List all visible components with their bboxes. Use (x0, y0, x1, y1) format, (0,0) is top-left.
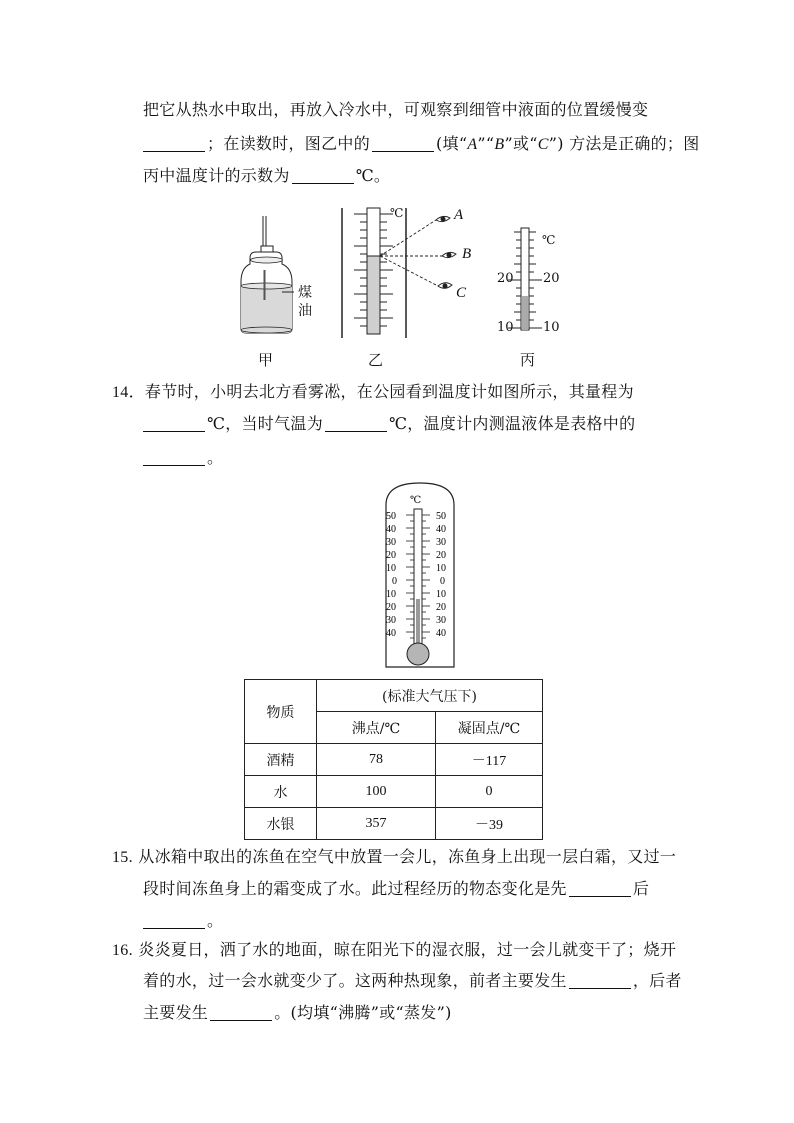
bottle-label: 油 (298, 303, 312, 319)
q15-line1 (112, 846, 676, 869)
q15-text: 段时间冻鱼身上的霜变成了水。此过程经历的物态变化是先 (143, 879, 567, 898)
q14-text: 春节时，小明去北方看雾凇，在公园看到温度计如图所示，其量程为 (144, 382, 634, 401)
eye-label-c: C (456, 285, 467, 301)
svg-text:20: 20 (386, 550, 396, 561)
svg-text:50: 50 (386, 511, 396, 522)
answer-blank[interactable] (143, 912, 205, 929)
q16-text: 着的水，过一会水就变少了。这两种热现象，前者主要发生 (143, 971, 567, 990)
cell-freezing: 0 (436, 776, 543, 808)
svg-text:40: 40 (436, 628, 446, 639)
svg-text:20: 20 (436, 550, 446, 561)
eye-label-b: B (462, 246, 472, 262)
substance-table (244, 679, 543, 840)
bottle-figure (241, 216, 294, 333)
q13-text: 丙中温度计的示数为 (143, 166, 290, 185)
header-substance: 物质 (245, 680, 317, 744)
svg-text:50: 50 (436, 511, 446, 522)
answer-blank[interactable] (292, 167, 354, 184)
svg-text:10: 10 (436, 563, 446, 574)
svg-text:10: 10 (386, 589, 396, 600)
svg-text:20: 20 (436, 602, 446, 613)
answer-blank[interactable] (325, 415, 387, 432)
table-header-row (245, 680, 543, 712)
question-number: 16. (112, 942, 133, 959)
q15-text: 从冰箱中取出的冻鱼在空气中放置一会儿，冻鱼身上出现一层白霜，又过一 (138, 847, 677, 866)
question-number: 15. (112, 849, 133, 866)
answer-blank[interactable] (569, 972, 631, 989)
wall-thermometer (384, 481, 456, 671)
caption-jia: 甲 (258, 351, 274, 369)
q13-text: ；在读数时，图乙中的 (207, 134, 371, 153)
table-row (245, 744, 543, 776)
header-condition: (标准大气压下) (317, 680, 543, 712)
header-boiling: 沸点/℃ (317, 712, 436, 744)
svg-text:10: 10 (436, 589, 446, 600)
q13-line3 (143, 165, 390, 187)
scale-label: 10 (543, 320, 560, 335)
table-row (245, 776, 543, 808)
caption-yi: 乙 (368, 351, 384, 369)
cell-boiling: 100 (317, 776, 436, 808)
option-c: C (537, 136, 549, 153)
q14-line1 (112, 381, 634, 404)
q16-line3 (143, 1002, 452, 1024)
option-b: B (494, 136, 505, 153)
answer-blank[interactable] (210, 1004, 272, 1021)
svg-text:40: 40 (436, 524, 446, 535)
q15-text: 。 (207, 911, 224, 930)
q13-line2 (143, 133, 700, 156)
q14-line3 (143, 447, 223, 469)
q16-text: 主要发生 (143, 1003, 209, 1022)
cell-name: 水银 (245, 808, 317, 840)
q13-text: (填“ (436, 134, 468, 153)
q16-text: 炎炎夏日，洒了水的地面，晾在阳光下的湿衣服，过一会儿就变干了；烧开 (138, 940, 677, 959)
figure-thermometers (230, 200, 580, 348)
svg-text:30: 30 (386, 537, 396, 548)
q16-text: ，后者 (632, 971, 682, 990)
caption-bing: 丙 (520, 351, 536, 369)
q13-text: ”或“ (504, 134, 538, 153)
svg-text:20: 20 (386, 602, 396, 613)
q15-line2 (143, 878, 649, 900)
unit-label: ℃ (542, 233, 556, 247)
cell-boiling: 357 (317, 808, 436, 840)
answer-blank[interactable] (143, 449, 205, 466)
svg-text:10: 10 (386, 563, 396, 574)
svg-text:30: 30 (386, 615, 396, 626)
cell-freezing: －39 (436, 808, 543, 840)
cell-name: 水 (245, 776, 317, 808)
answer-blank[interactable] (143, 135, 205, 152)
svg-text:30: 30 (436, 537, 446, 548)
q13-text: 把它从热水中取出，再放入冷水中，可观察到细管中液面的位置缓慢变 (143, 100, 649, 119)
table-row (245, 808, 543, 840)
scale-label: 10 (497, 320, 514, 335)
q16-text: 。(均填“沸腾”或“蒸发”) (274, 1003, 452, 1022)
eye-icon (436, 216, 456, 288)
q13-text: ”“ (477, 134, 495, 153)
q16-line2 (143, 970, 682, 992)
svg-text:40: 40 (386, 524, 396, 535)
svg-text:40: 40 (386, 628, 396, 639)
answer-blank[interactable] (569, 880, 631, 897)
option-a: A (467, 136, 478, 153)
question-number: 14． (112, 384, 145, 401)
answer-blank[interactable] (372, 135, 434, 152)
header-freezing: 凝固点/℃ (436, 712, 543, 744)
svg-text:0: 0 (392, 576, 397, 587)
q14-text: ℃，温度计内测温液体是表格中的 (389, 414, 636, 433)
q14-text: ℃，当时气温为 (207, 414, 323, 433)
svg-text:30: 30 (436, 615, 446, 626)
unit-label: ℃ (410, 495, 422, 506)
q13-text: ”) 方法是正确的；图 (548, 134, 700, 153)
bottle-label: 煤 (298, 285, 312, 301)
q15-text: 后 (632, 879, 650, 898)
scale-label: 20 (497, 271, 514, 286)
q13-line1 (143, 99, 648, 121)
eye-label-a: A (454, 207, 464, 223)
answer-blank[interactable] (143, 415, 205, 432)
reading-figure (342, 208, 456, 338)
q14-line2 (143, 413, 635, 435)
cell-boiling: 78 (317, 744, 436, 776)
scale-label: 20 (543, 271, 560, 286)
unit-label: ℃ (390, 206, 404, 220)
q13-text: ℃。 (355, 166, 391, 185)
q16-line1 (112, 939, 676, 962)
svg-text:0: 0 (440, 576, 445, 587)
cell-name: 酒精 (245, 744, 317, 776)
q14-text: 。 (207, 448, 224, 467)
cell-freezing: －117 (436, 744, 543, 776)
q15-line3 (143, 910, 223, 932)
